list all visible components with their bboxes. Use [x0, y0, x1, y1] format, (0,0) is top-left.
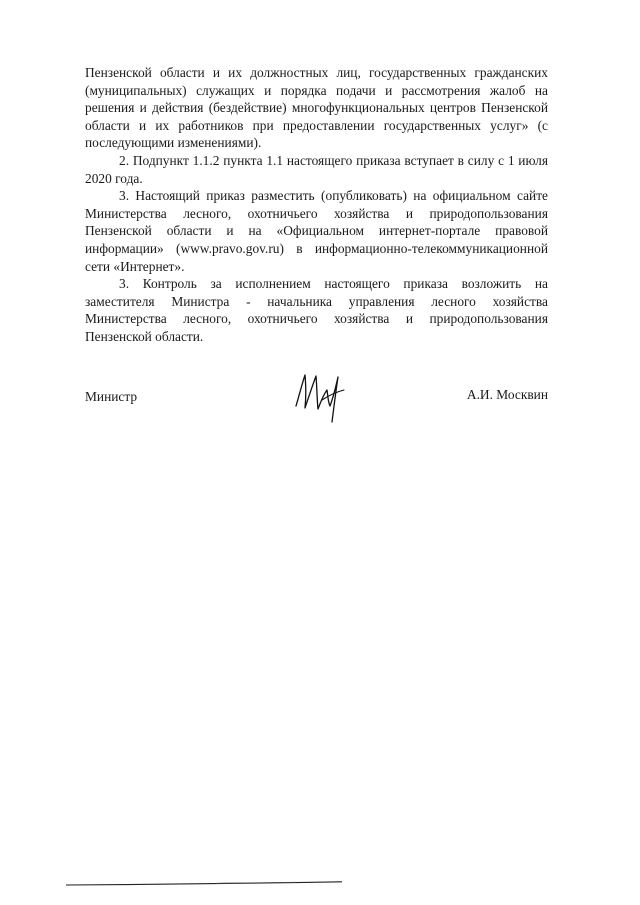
paragraph-item-2: 2. Подпункт 1.1.2 пункта 1.1 настоящего приказа вступает в силу с 1 июля 2020 года.: [85, 152, 548, 186]
footer-rule: [66, 878, 348, 888]
handwritten-signature: [288, 366, 352, 424]
signatory-title: Министр: [85, 389, 138, 404]
signatory-name: А.И. Москвин: [466, 387, 548, 402]
paragraph-item-3-control: 3. Контроль за исполнением настоящего приказа возложить на заместителя Министра - начальника управления лесного хозяйства Министерства лесного, охотничьего хозяйства и природопользования Пензенской области.: [85, 276, 548, 344]
paragraph-item-3-publish: 3. Настоящий приказ разместить (опубликовать) на официальном сайте Министерства лесного, охотничьего хозяйства и природопользования Пензенской области и на «Официальном интернет-портале правовой информации» (www.pravo.gov.ru) в информационно-телекоммуникационной сети «Интернет».: [85, 188, 548, 274]
paragraph-continuation: Пензенской области и их должностных лиц, государственных гражданских (муниципальных) служащих и порядка подачи и рассмотрения жалоб на решения и действия (бездействие) многофункциональных центров Пензенской области и их работников при предоставлении государственных услуг» (с последующими изменениями).: [85, 65, 548, 151]
document-body: [85, 64, 548, 346]
